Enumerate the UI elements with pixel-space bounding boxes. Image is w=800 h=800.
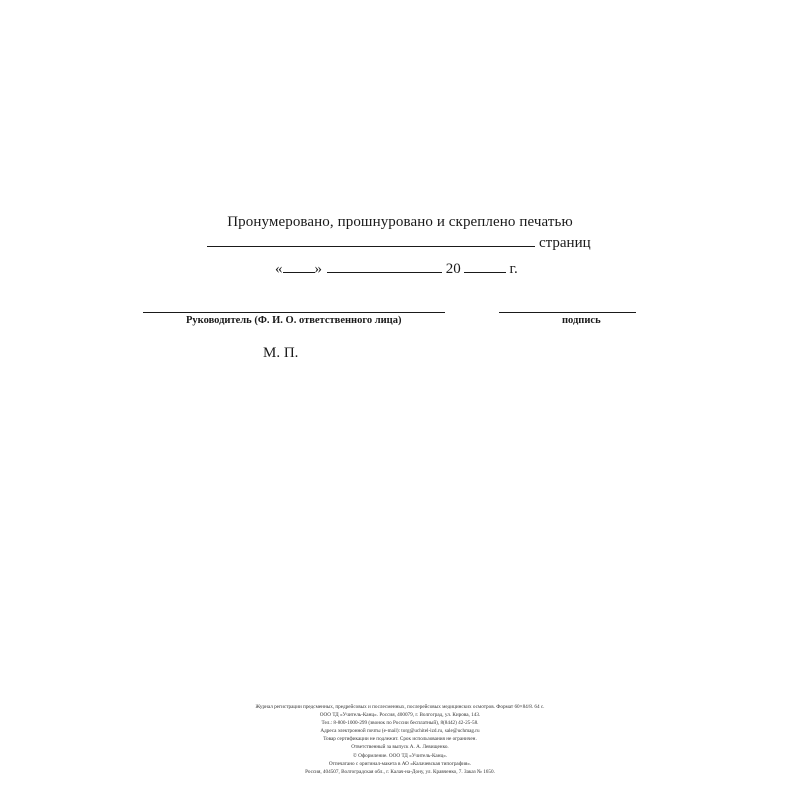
imprint-line: Отпечатано с оригинал-макета в АО «Калачевская типография». [328, 760, 472, 767]
open-quote: « [275, 261, 283, 277]
imprint-line: Россия, 404507, Волгоградская обл., г. Калач-на-Дону, ул. Кравченко, 7. Заказ № 1650. [305, 768, 495, 775]
publisher-imprint [150, 703, 650, 776]
year-suffix: г. [509, 261, 518, 277]
page-count-row [207, 232, 591, 252]
imprint-line: Товар сертификации не подлежит. Срок использования не ограничен. [323, 736, 477, 743]
signature-caption: подпись [562, 315, 601, 326]
imprint-line: Тел.: 8-800-1000-299 (звонок по России бесплатный), 8(8442) 42-25-58. [321, 720, 479, 727]
head-name-line [143, 312, 445, 313]
day-blank [283, 259, 315, 273]
year-prefix: 20 [445, 261, 461, 277]
imprint-line: Ответственный за выпуск А. А. Левищенко. [351, 744, 449, 751]
close-quote: » [314, 261, 322, 277]
date-row [275, 259, 518, 278]
page-count-blank [207, 232, 535, 247]
imprint-line: ООО ТД «Учитель-Канц». Россия, 400079, г. Волгоград, ул. Кирова, 143. [319, 712, 481, 719]
signature-line [499, 312, 636, 313]
year-blank [464, 259, 506, 273]
imprint-line: Журнал регистрации предсменных, предрейсовых и послесменных, послерейсовых медицинских осмотров. Формат 60×84/8. 64 с. [255, 704, 545, 710]
pages-word: страниц [539, 235, 591, 251]
imprint-line: © Оформление. ООО ТД «Учитель-Канц». [352, 752, 448, 759]
stamp-place-label: М. П. [263, 345, 299, 361]
certification-heading: Пронумеровано, прошнуровано и скреплено печатью [227, 214, 573, 230]
imprint-line: Адреса электронной почты (e-mail): torg@uchitel-izd.ru, sale@uchmag.ru [320, 728, 480, 735]
head-name-caption: Руководитель (Ф. И. О. ответственного лица) [186, 315, 402, 326]
month-blank [327, 259, 442, 273]
